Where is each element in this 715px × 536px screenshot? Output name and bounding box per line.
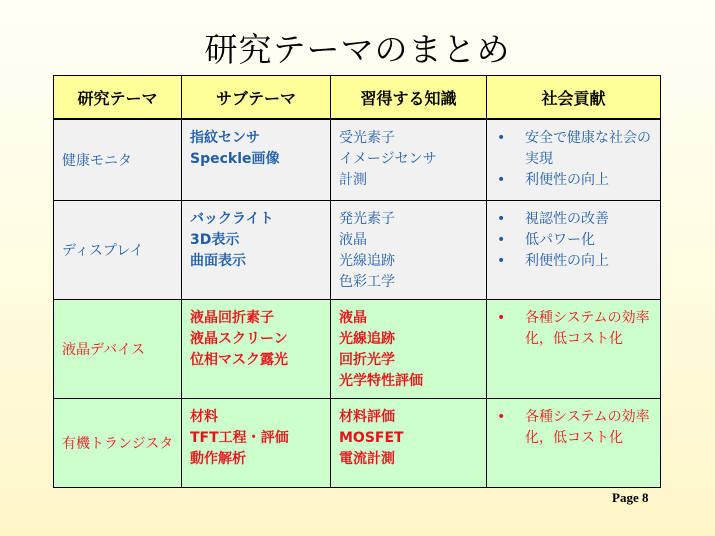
contribution-cell: [487, 201, 661, 300]
theme-cell: ディスプレイ: [54, 201, 182, 300]
table-header-row: [54, 76, 661, 120]
table-row: [54, 119, 661, 201]
theme-cell: 有機トランジスタ: [54, 399, 182, 488]
contribution-cell: [487, 119, 661, 201]
subtheme-item: TFT工程・評価: [190, 430, 289, 446]
knowledge-item: 電流計測: [339, 451, 395, 467]
subtheme-item: 指紋センサ: [190, 130, 260, 146]
knowledge-cell: [331, 300, 487, 399]
knowledge-cell: [331, 399, 487, 488]
theme-cell: 健康モニタ: [54, 119, 182, 201]
contribution-item: • 視認性の改善: [495, 209, 654, 230]
table-row: [54, 300, 661, 399]
knowledge-item: イメージセンサ: [339, 151, 437, 167]
knowledge-cell: [331, 119, 487, 201]
header-knowledge: 習得する知識: [331, 76, 487, 120]
table-row: [54, 201, 661, 300]
contribution-item: • 各種システムの効率化，低コスト化: [495, 308, 654, 350]
knowledge-item: 色彩工学: [339, 274, 395, 290]
subtheme-cell: [182, 201, 331, 300]
knowledge-item: 受光素子: [339, 130, 395, 146]
subtheme-item: Speckle画像: [190, 151, 280, 167]
knowledge-item: 光線追跡: [339, 253, 395, 269]
knowledge-item: 材料評価: [339, 409, 395, 425]
subtheme-item: 動作解析: [190, 451, 246, 467]
subtheme-item: 材料: [190, 409, 218, 425]
subtheme-item: 液晶回折素子: [190, 310, 274, 326]
table-row: [54, 399, 661, 488]
subtheme-item: 3D表示: [190, 232, 240, 248]
subtheme-item: 液晶スクリーン: [190, 331, 288, 347]
knowledge-cell: [331, 201, 487, 300]
knowledge-item: 発光素子: [339, 211, 395, 227]
summary-table: [53, 75, 661, 488]
knowledge-item: 回折光学: [339, 352, 395, 368]
page-number: Page 8: [612, 490, 649, 505]
knowledge-item: 光線追跡: [339, 331, 395, 347]
subtheme-item: バックライト: [190, 211, 274, 227]
contribution-item: • 各種システムの効率化，低コスト化: [495, 407, 654, 449]
contribution-cell: [487, 399, 661, 488]
header-contribution: 社会貢献: [487, 76, 661, 120]
slide-title: 研究テーマのまとめ: [204, 30, 511, 69]
knowledge-item: MOSFET: [339, 430, 404, 446]
subtheme-item: 位相マスク露光: [190, 352, 288, 368]
contribution-item: • 安全で健康な社会の実現: [495, 128, 654, 170]
subtheme-cell: [182, 119, 331, 201]
contribution-item: • 利便性の向上: [495, 170, 654, 191]
theme-cell: 液晶デバイス: [54, 300, 182, 399]
contribution-item: • 低パワー化: [495, 230, 654, 251]
knowledge-item: 光学特性評価: [339, 373, 423, 389]
subtheme-item: 曲面表示: [190, 253, 246, 269]
header-subtheme: サブテーマ: [182, 76, 331, 120]
contribution-item: • 利便性の向上: [495, 251, 654, 272]
knowledge-item: 計測: [339, 172, 367, 188]
subtheme-cell: [182, 300, 331, 399]
knowledge-item: 液晶: [339, 310, 367, 326]
header-theme: 研究テーマ: [54, 76, 182, 120]
subtheme-cell: [182, 399, 331, 488]
contribution-cell: [487, 300, 661, 399]
knowledge-item: 液晶: [339, 232, 367, 248]
